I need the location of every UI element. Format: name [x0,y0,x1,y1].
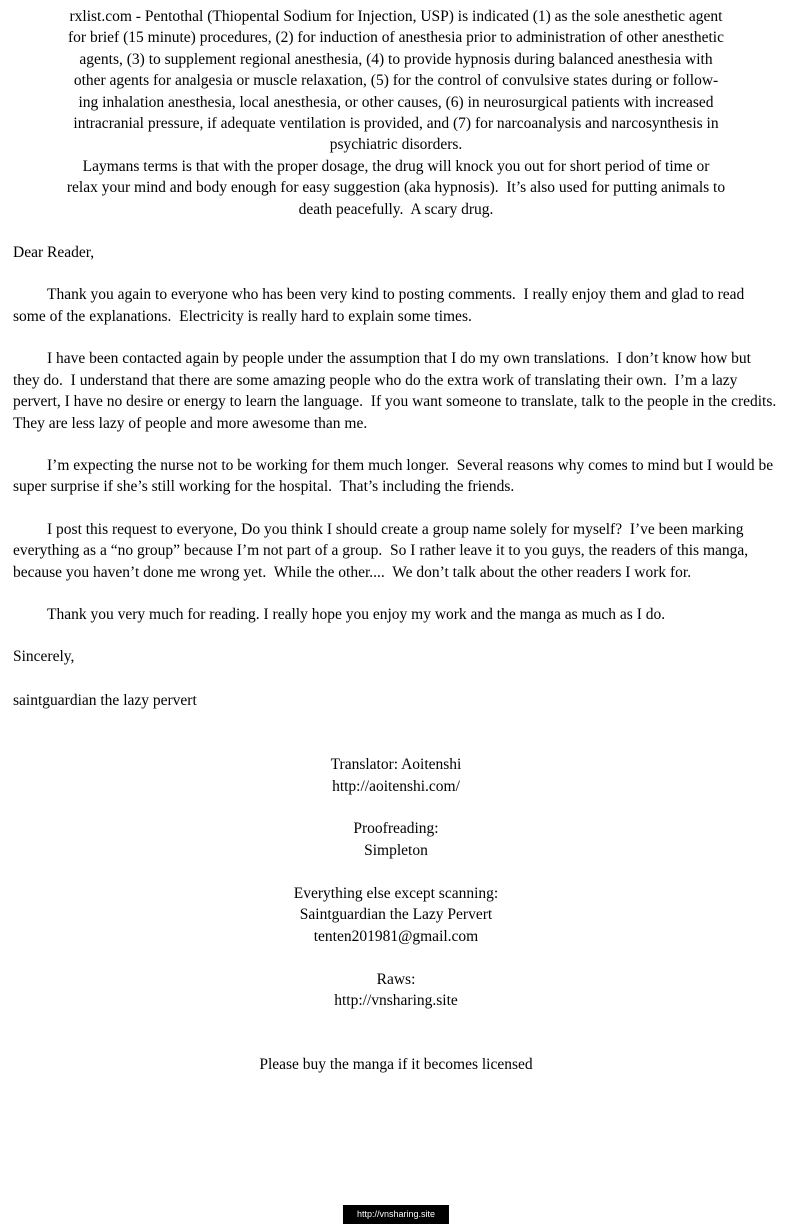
proofreading-name: Simpleton [364,841,428,859]
intro-line: rxlist.com - Pentothal (Thiopental Sodium for Injection, USP) is indicated (1) as the sole anesthetic agent [69,8,723,25]
letter-paragraph: Thank you very much for reading. I really hope you enjoy my work and the manga as much as I do. [47,605,666,623]
intro-line: psychiatric disorders. [329,136,463,154]
credit-everything-else [0,883,792,947]
intro-line: other agents for analgesia or muscle relaxation, (5) for the control of convulsive states during or follow- [73,72,719,90]
license-note: Please buy the manga if it becomes licensed [259,1056,533,1074]
credit-translator [0,754,792,797]
intro-line: agents, (3) to supplement regional anesthesia, (4) to provide hypnosis during balanced anesthesia with [79,50,713,68]
intro-line: for brief (15 minute) procedures, (2) for induction of anesthesia prior to administration of other anesthetic [68,29,724,47]
everything-else-name: Saintguardian the Lazy Pervert [299,906,493,924]
translator-url: http://aoitenshi.com/ [332,777,460,795]
translator-name: Translator: Aoitenshi [330,756,462,774]
translator-letter [0,242,792,711]
credit-raws [0,969,792,1012]
credit-proofreading [0,818,792,861]
intro-line: intracranial pressure, if adequate ventilation is provided, and (7) for narcoanalysis and narcosynthesis in [73,115,719,133]
salutation: Dear Reader, [13,244,95,262]
everything-else-label: Everything else except scanning: [293,884,499,902]
letter-paragraph: I have been contacted again by people under the assumption that I do my own translations. I don’t know how but they do. I understand that there are some amazing people who do the extra work of translating their own. I’m a lazy pervert, I have no desire or energy to learn the language. If you want someone to translate, talk to the people in the credits. They are less lazy of people and more awesome than me. [13,350,784,432]
proofreading-label: Proofreading: [353,820,439,838]
letter-paragraph: I post this request to everyone, Do you think I should create a group name solely for myself? I’ve been marking everything as a “no group” because I’m not part of a group. So I rather leave it to you guys, the readers of this manga, because you haven’t done me wrong yet. While the other.... We don’t talk about the other readers I work for. [13,520,753,581]
letter-paragraph: Thank you again to everyone who has been very kind to posting comments. I really enjoy them and glad to read some of the explanations. Electricity is really hard to explain some times. [13,286,749,325]
layman-line: death peacefully. A scary drug. [298,200,494,218]
closing: Sincerely, [13,648,75,666]
layman-explanation-paragraph [0,156,792,220]
everything-else-email: tenten201981@gmail.com [313,927,479,945]
layman-line: Laymans terms is that with the proper dosage, the drug will knock you out for short period of time or [82,157,710,175]
letter-paragraph: I’m expecting the nurse not to be working for them much longer. Several reasons why comes to mind but I would be super surprise if she’s still working for the hospital. That’s including the friends. [13,456,778,496]
intro-line: ing inhalation anesthesia, local anesthesia, or other causes, (6) in neurosurgical patients with increased [78,93,714,111]
credits-block [0,754,792,1076]
layman-line: relax your mind and body enough for easy suggestion (aka hypnosis). It’s also used for putting animals to [66,179,726,197]
signature: saintguardian the lazy pervert [13,691,197,709]
raws-url: http://vnsharing.site [334,991,458,1009]
raws-label: Raws: [376,970,416,988]
drug-description-paragraph [0,0,792,156]
footer-watermark: http://vnsharing.site [343,1205,449,1224]
